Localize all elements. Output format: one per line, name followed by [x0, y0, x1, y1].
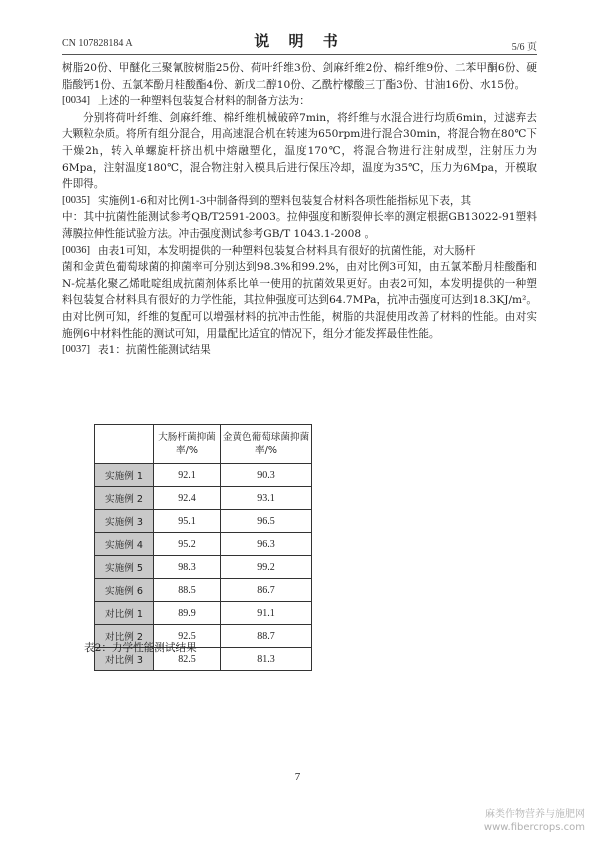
ecoli-rate: 82.5 — [154, 648, 221, 671]
staph-rate: 93.1 — [221, 487, 312, 510]
ecoli-rate: 92.4 — [154, 487, 221, 510]
table-row — [95, 556, 312, 579]
staph-rate: 88.7 — [221, 625, 312, 648]
staph-rate: 96.5 — [221, 510, 312, 533]
table2-title: 表2：力学性能测试结果 — [84, 642, 197, 654]
paragraph-lead: 由表1可知，本发明提供的一种塑料包装复合材料具有很好的抗菌性能，对大肠杆 — [98, 244, 476, 257]
page-header — [62, 30, 537, 52]
table-row — [95, 487, 312, 510]
ecoli-rate: 89.9 — [154, 602, 221, 625]
staph-rate: 86.7 — [221, 579, 312, 602]
paragraph-number: [0034] — [62, 95, 90, 107]
paragraph-0034-text: 分别将荷叶纤维、剑麻纤维、棉纤维机械破碎7min，将纤维与水混合进行均质6min，过滤弃去大颗粒杂质。将所有组分混合，用高速混合机在转速为650rpm进行混合30min，将混合物在80℃下干燥2h，转入单螺旋杆挤出机中熔融塑化，温度170℃，将混合物进行注射成型，注射压力为6Mpa，注射温度180℃，混合物注射入模具后进行保压冷却，温度为35℃，压力为6Mpa，开模取件即得。 — [62, 111, 537, 191]
ecoli-rate: 92.1 — [154, 464, 221, 487]
antibacterial-table — [94, 424, 312, 671]
row-label: 实施例 5 — [95, 556, 154, 579]
ecoli-rate: 95.1 — [154, 510, 221, 533]
table-row — [95, 602, 312, 625]
paragraph-0036-text: 菌和金黄色葡萄球菌的抑菌率可分别达到98.3%和99.2%，由对比例3可知，由五氯苯酚月桂酸酯和N-烷基化聚乙烯吡啶组成抗菌剂体系比单一使用的抗菌效果更好。由表2可知，本发明提供的一种塑料包装复合材料具有很好的力学性能，其拉伸强度可达到64.7MPa，抗冲击强度可达到18.3KJ/m²。由对比例可知，纤维的复配可以增强材料的抗冲击性能，树脂的共混使用改善了材料的性能。由对实施例6中材料性能的测试可知，用量配比适宜的情况下，组分才能发挥最佳性能。 — [62, 261, 537, 340]
row-label: 对比例 1 — [95, 602, 154, 625]
row-label: 对比例 3 — [95, 648, 154, 671]
table-row — [95, 464, 312, 487]
row-label: 对比例 2 — [95, 625, 154, 648]
page-indicator: 5/6 页 — [511, 42, 537, 53]
table-row — [95, 579, 312, 602]
page-number: 7 — [294, 771, 301, 783]
watermark-site-name: 麻类作物营养与施肥网 — [485, 809, 585, 820]
row-label: 实施例 6 — [95, 579, 154, 602]
table-row — [95, 533, 312, 556]
ecoli-rate: 88.5 — [154, 579, 221, 602]
publication-number: CN 107828184 A — [62, 38, 133, 49]
paragraph-number: [0037] — [62, 344, 90, 356]
paragraph-0036 — [62, 243, 537, 260]
ecoli-rate: 98.3 — [154, 556, 221, 579]
table-row — [95, 510, 312, 533]
header-divider — [62, 54, 537, 55]
table1-title: 表1：抗菌性能测试结果 — [98, 344, 211, 357]
paragraph-number: [0035] — [62, 194, 90, 206]
ecoli-rate: 92.5 — [154, 625, 221, 648]
paragraph-0035-text: 中：其中抗菌性能测试参考QB/T2591-2003。拉伸强度和断裂伸长率的测定根据GB13022-91塑料薄膜拉伸性能试验方法。冲击强度测试参考GB/T 1043.1-2008 。 — [62, 211, 537, 240]
paragraph-lead: 上述的一种塑料包装复合材料的制备方法为： — [98, 95, 310, 108]
document-body — [62, 60, 537, 359]
paragraph-0035 — [62, 193, 537, 210]
row-label: 实施例 3 — [95, 510, 154, 533]
table-header-row — [95, 425, 312, 464]
column-header-staph: 金黄色葡萄球菌抑菌率/% — [221, 425, 312, 464]
row-label: 实施例 2 — [95, 487, 154, 510]
ingredients-paragraph: 树脂20份、甲醚化三聚氰胺树脂25份、荷叶纤维3份、剑麻纤维2份、棉纤维9份、二苯甲酮6份、硬脂酸钙1份、五氯苯酚月桂酸酯4份、新戊二醇10份、乙酰柠檬酸三丁酯3份、甘油16份、水15份。 — [62, 62, 537, 91]
paragraph-lead: 实施例1-6和对比例1-3中制备得到的塑料包装复合材料各项性能指标见下表，其 — [98, 194, 472, 207]
row-label: 实施例 1 — [95, 464, 154, 487]
paragraph-0034 — [62, 93, 537, 110]
table-corner-cell — [95, 425, 154, 464]
ecoli-rate: 95.2 — [154, 533, 221, 556]
row-label: 实施例 4 — [95, 533, 154, 556]
paragraph-number: [0036] — [62, 244, 90, 256]
site-watermark — [484, 808, 585, 834]
staph-rate: 90.3 — [221, 464, 312, 487]
document-title: 说 明 书 — [254, 32, 345, 50]
paragraph-0037 — [62, 342, 537, 359]
staph-rate: 99.2 — [221, 556, 312, 579]
column-header-ecoli: 大肠杆菌抑菌率/% — [154, 425, 221, 464]
staph-rate: 91.1 — [221, 602, 312, 625]
staph-rate: 96.3 — [221, 533, 312, 556]
staph-rate: 81.3 — [221, 648, 312, 671]
watermark-url: www.fibercrops.com — [483, 822, 585, 833]
